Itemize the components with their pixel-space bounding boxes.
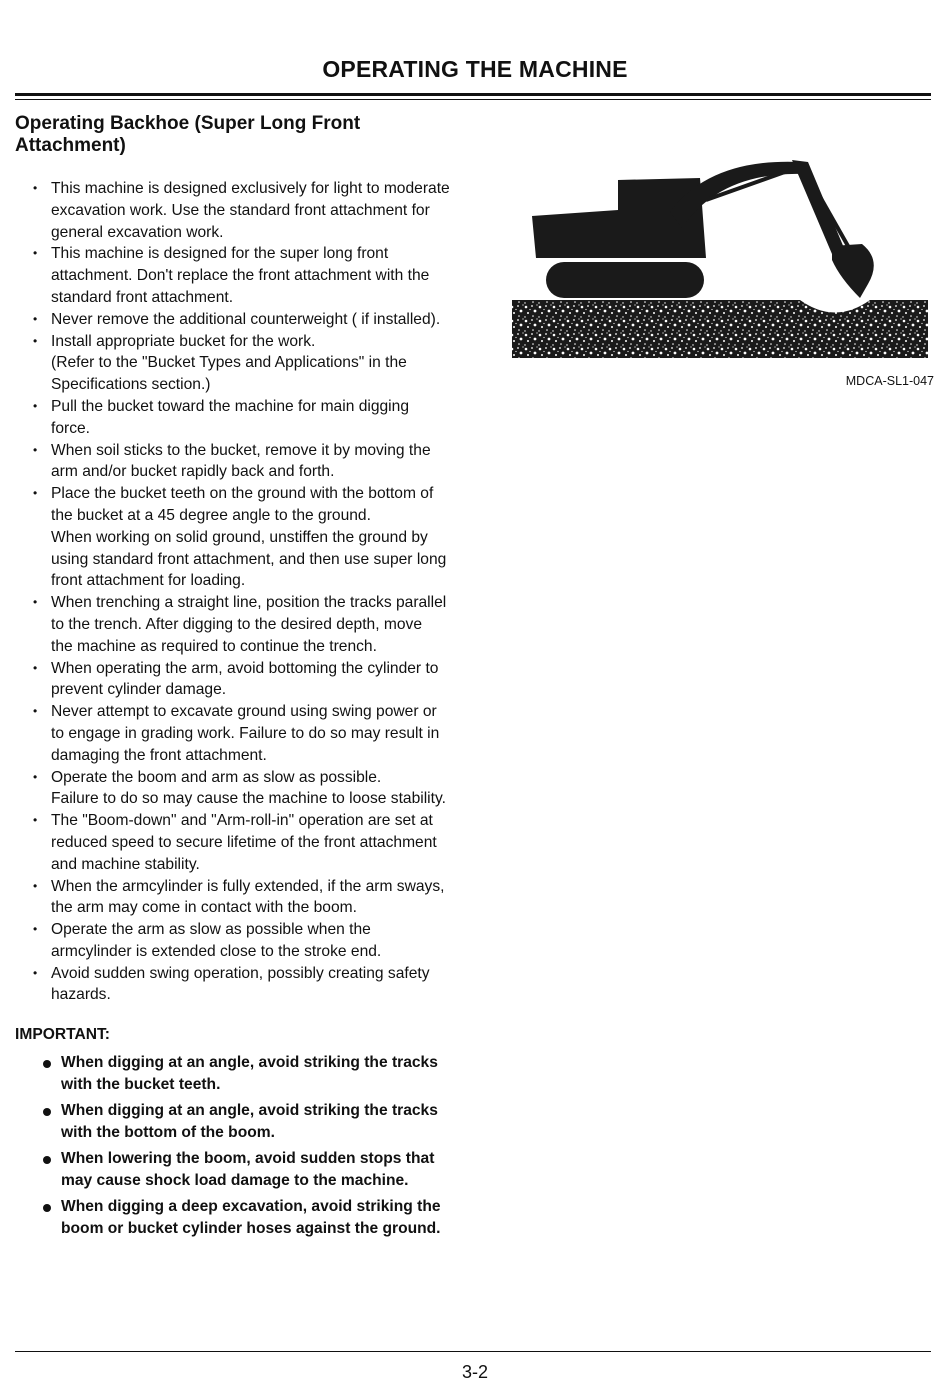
bullet-icon: • (33, 595, 38, 610)
list-item-text: Pull the bucket toward the machine for main digging force. (51, 397, 409, 437)
important-item (42, 1100, 492, 1144)
list-item-text: When operating the arm, avoid bottoming the cylinder to prevent cylinder damage. (51, 659, 439, 699)
footer-rule (15, 1351, 931, 1352)
page-header-title: OPERATING THE MACHINE (322, 56, 628, 82)
page-number: 3-2 (461, 1362, 488, 1382)
list-item (30, 592, 500, 657)
important-item (42, 1148, 492, 1192)
bullet-icon: • (33, 246, 38, 261)
arm-shape (792, 160, 844, 254)
list-item-text: Never remove the additional counterweight ( if installed). (51, 310, 441, 328)
excavator-illustration (510, 150, 930, 365)
bullet-icon: • (33, 965, 38, 980)
list-item-text: When soil sticks to the bucket, remove it by moving the arm and/or bucket rapidly back and forth. (51, 441, 431, 481)
instruction-list (30, 178, 500, 1006)
bullet-icon: • (33, 813, 38, 828)
bullet-icon: • (33, 704, 38, 719)
list-item-text: Operate the arm as slow as possible when the armcylinder is extended close to the stroke end. (51, 921, 382, 960)
figure-id: MDCA-SL1-047 (845, 374, 934, 388)
section-title: Operating Backhoe (Super Long Front Attachment) (15, 113, 361, 156)
header-rule-thin (15, 99, 931, 100)
list-item-text: When the armcylinder is fully extended, if the arm sways, the arm may come in contact with the boom. (51, 877, 445, 917)
list-item (30, 919, 500, 963)
list-item-text: Operate the boom and arm as slow as possible. Failure to do so may cause the machine to loose stability. (51, 768, 446, 808)
list-item-text: The "Boom-down" and "Arm-roll-in" operation are set at reduced speed to secure lifetime of the front attachment and machine stability. (51, 812, 437, 873)
list-item (30, 767, 500, 811)
bullet-icon: • (33, 398, 38, 413)
important-item-text: When digging a deep excavation, avoid striking the boom or bucket cylinder hoses against the ground. (61, 1197, 441, 1237)
bullet-icon: • (33, 486, 38, 501)
bullet-dot-icon (43, 1156, 51, 1164)
important-item-text: When digging at an angle, avoid striking the tracks with the bottom of the boom. (61, 1101, 438, 1141)
bullet-icon: • (33, 769, 38, 784)
important-item-text: When digging at an angle, avoid striking the tracks with the bucket teeth. (61, 1054, 438, 1093)
list-item-text: Never attempt to excavate ground using swing power or to engage in grading work. Failure to do so may result in damaging the front attachment. (51, 703, 440, 764)
list-item (30, 483, 500, 592)
list-item (30, 178, 500, 243)
track-shape (546, 262, 704, 298)
bullet-dot-icon (43, 1204, 51, 1212)
ground-shape (512, 300, 928, 358)
bullet-icon: • (33, 333, 38, 348)
bullet-dot-icon (43, 1108, 51, 1116)
list-item (30, 876, 500, 920)
important-item (42, 1196, 492, 1240)
list-item (30, 396, 500, 440)
important-label: IMPORTANT: (15, 1026, 110, 1043)
bullet-dot-icon (43, 1060, 51, 1068)
list-item (30, 658, 500, 702)
list-item-text: This machine is designed exclusively for light to moderate excavation work. Use the standard front attachment for general excavation work. (51, 180, 450, 241)
list-item (30, 963, 500, 1007)
list-item (30, 309, 500, 331)
list-item-text: This machine is designed for the super long front attachment. Don't replace the front attachment with the standard front attachment. (51, 245, 430, 306)
list-item-text: Avoid sudden swing operation, possibly creating safety hazards. (51, 964, 430, 1004)
list-item (30, 243, 500, 308)
important-item (42, 1052, 492, 1096)
bullet-icon: • (33, 660, 38, 675)
bullet-icon: • (33, 442, 38, 457)
bullet-icon: • (33, 181, 38, 195)
list-item-text: Install appropriate bucket for the work. (Refer to the "Bucket Types and Applications" in the Specifications section.) (51, 332, 407, 394)
list-item (30, 440, 500, 484)
bullet-icon: • (33, 878, 38, 893)
important-list (42, 1052, 492, 1244)
list-item-text: Place the bucket teeth on the ground with the bottom of the bucket at a 45 degree angle to the ground. When working on solid ground, unstiffen the ground by using standard front attachment, and then use super long front attachment for loading. (51, 485, 447, 590)
list-item (30, 331, 500, 396)
header-rule-thick (15, 93, 931, 96)
list-item (30, 701, 500, 766)
list-item-text: When trenching a straight line, position the tracks parallel to the trench. After digging to the desired depth, move the machine as required to continue the trench. (51, 594, 447, 655)
bucket-shape (832, 244, 874, 298)
bullet-icon: • (33, 311, 38, 326)
important-item-text: When lowering the boom, avoid sudden stops that may cause shock load damage to the machine. (61, 1149, 435, 1189)
bullet-icon: • (33, 922, 38, 937)
list-item (30, 810, 500, 875)
